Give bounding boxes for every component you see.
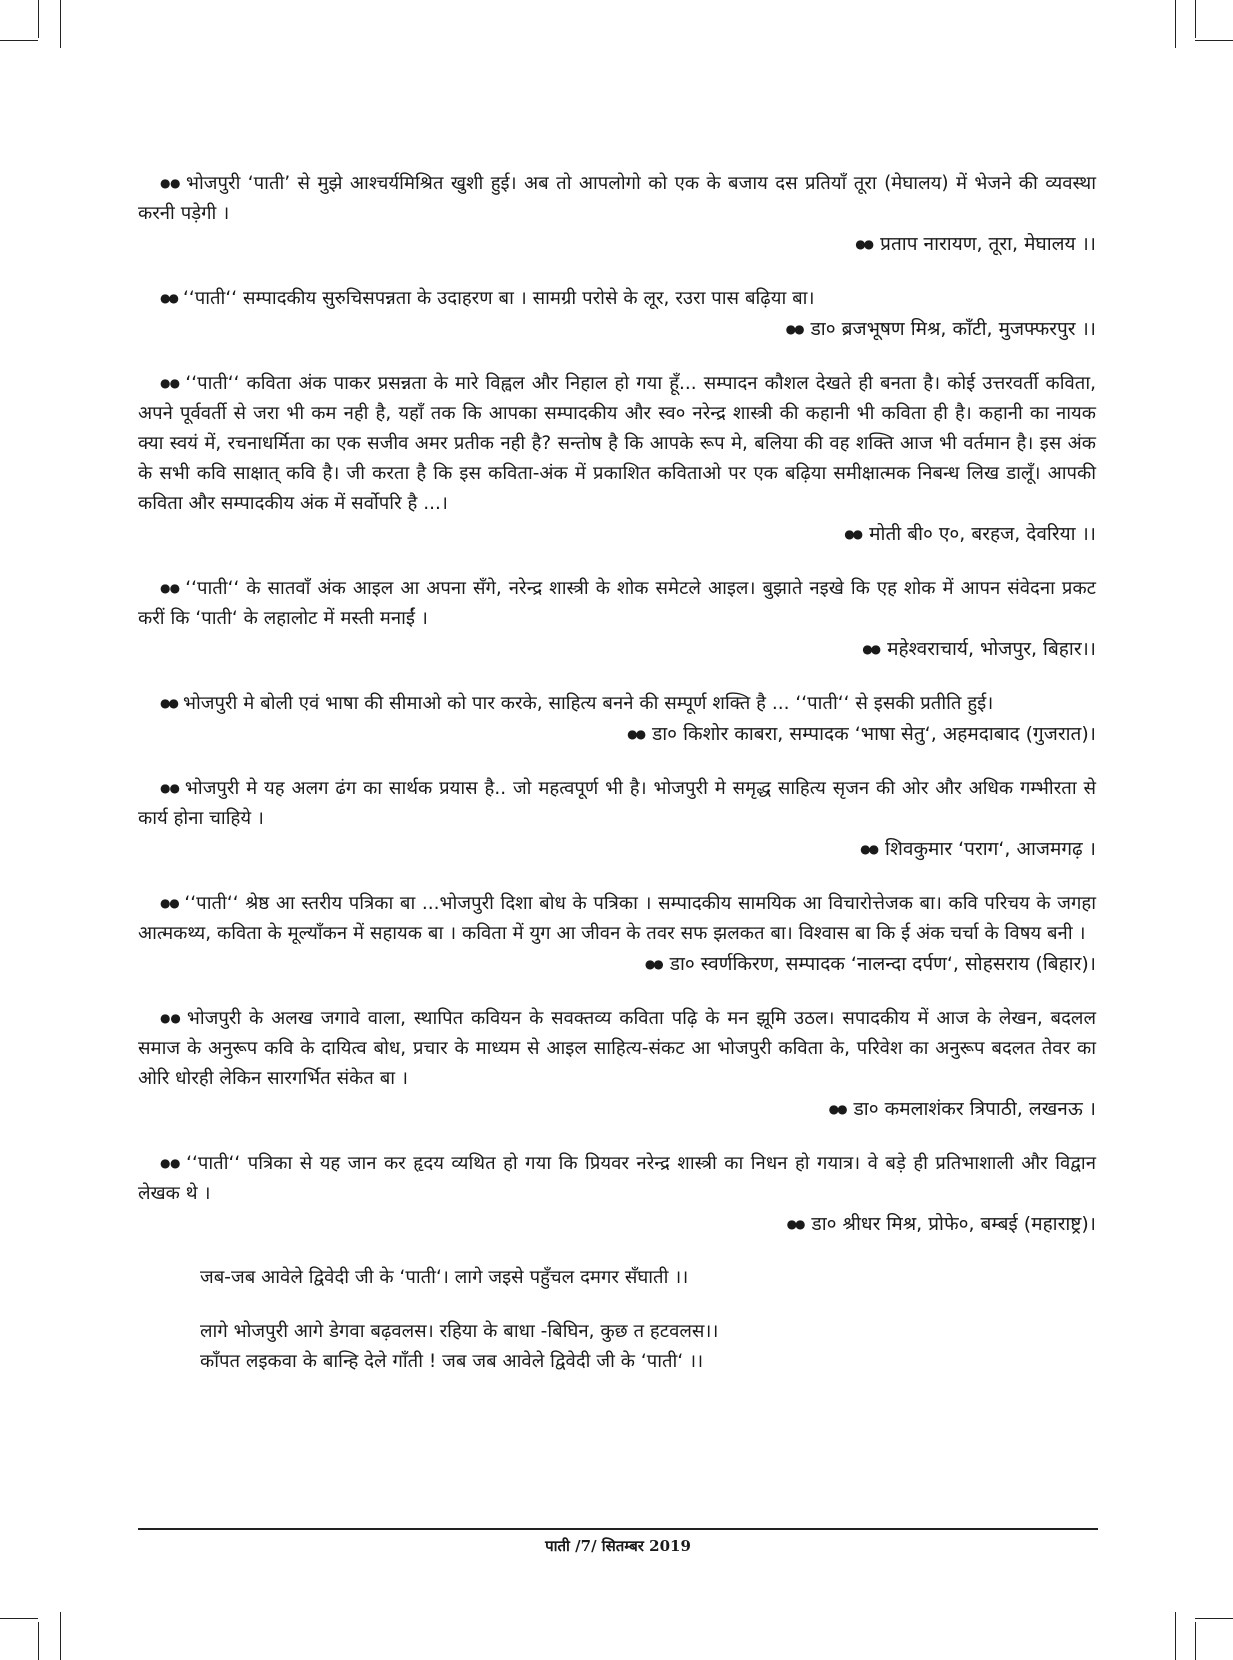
letter-text: ‘‘पाती‘‘ सम्पादकीय सुरुचिसपन्नता के उदाहरण बा । सामग्री परोसे के लूर, रउरा पास बढ़िया बा। [182,288,815,309]
letter [138,688,1096,749]
letter [138,1003,1096,1124]
bullet-icon: ●● [160,176,180,190]
bullet-icon: ●● [160,581,180,595]
crop-mark-bottom-right-h [1195,1618,1233,1619]
letter-text: ‘‘पाती‘‘ कविता अंक पाकर प्रसन्नता के मारे विह्वल और निहाल हो गया हूँ... सम्पादन कौशल देखते ही बनता है। कोई उत्तरवर्ती कविता, अपने पूर्ववर्ती से जरा भी कम नही है, यहाँ तक कि आपका सम्पादकीय और स्व० नरेन्द्र शास्त्री की कहानी भी कविता ही है। कहानी का नायक क्या स्वयं में, रचनाधर्मिता का एक सजीव अमर प्रतीक नही है? सन्तोष है कि आपके रूप मे, बलिया की वह शक्ति आज भी वर्तमान है। इस अंक के सभी कवि साक्षात् कवि है। जी करता है कि इस कविता-अंक में प्रकाशित कविताओ पर एक बढ़िया समीक्षात्मक निबन्ध लिख डालूँ। आपकी कविता और सम्पादकीय अंक में सर्वोपरि है ...। [138,373,1096,514]
letter-signature: शिवकुमार ‘पराग‘, आजमगढ़ । [885,838,1096,860]
bullet-icon: ●● [855,237,873,251]
letter-text: भोजपुरी मे बोली एवं भाषा की सीमाओ को पार करके, साहित्य बनने की सम्पूर्ण शक्ति है ... ‘‘पाती‘‘ से इसकी प्रतीति हुई। [182,693,994,714]
page-footer: पाती /7/ सितम्बर 2019 [545,1537,691,1555]
crop-mark-top-right-h [1195,40,1233,41]
bullet-icon: ●● [786,1217,804,1231]
bullet-icon: ●● [627,727,645,741]
letter-signature: महेश्वराचार्य, भोजपुर, बिहार।। [887,638,1096,660]
bullet-icon: ●● [862,642,880,656]
bullet-icon: ●● [160,1156,181,1170]
letter [138,168,1096,259]
crop-mark-top-left-h [0,40,38,41]
bullet-icon: ●● [160,376,180,390]
crop-mark-bottom-left-v [38,1622,39,1660]
letter-text: ‘‘पाती‘‘ के सातवाँ अंक आइल आ अपना सँगे, नरेन्द्र शास्त्री के शोक समेटले आइल। बुझाते नइखे कि एह शोक में आपन संवेदना प्रकट करीं कि ‘पाती‘ के लहालोट में मस्ती मनाईं । [138,578,1096,629]
letter-text: भोजपुरी मे यह अलग ढंग का सार्थक प्रयास है.. जो महत्वपूर्ण भी है। भोजपुरी मे समृद्ध साहित्य सृजन की ओर और अधिक गम्भीरता से कार्य होना चाहिये । [138,778,1096,829]
bullet-icon: ●● [160,696,177,710]
bullet-icon: ●● [860,842,878,856]
letters-column [138,168,1096,1377]
crop-mark-top-right-v [1175,0,1176,48]
letter [138,888,1096,979]
letter-signature: मोती बी० ए०, बरहज, देवरिया ।। [869,523,1096,545]
letter [138,573,1096,664]
footer-rule [138,1528,1098,1530]
poem-line: लागे भोजपुरी आगे डेगवा बढ़वलस। रहिया के बाधा -बिघिन, कुछ त हटवलस।। [200,1321,719,1342]
crop-mark-bottom-right-v [1175,1612,1176,1660]
letter-signature: डा० किशोर काबरा, सम्पादक ‘भाषा सेतु‘, अहमदाबाद (गुजरात)। [652,723,1096,745]
letter [138,368,1096,549]
bullet-icon: ●● [785,322,803,336]
poem-line: जब-जब आवेले द्विवेदी जी के ‘पाती‘। लागे जइसे पहुँचल दमगर सँघाती ।। [200,1267,689,1288]
letter-signature: डा० श्रीधर मिश्र, प्रोफे०, बम्बई (महाराष्ट्र)। [811,1213,1096,1235]
poem-line: काँपत लइकवा के बान्हि देले गाँती ! जब जब आवेले द्विवेदी जी के ‘पाती‘ ।। [200,1351,704,1372]
letter [138,773,1096,864]
bullet-icon: ●● [828,1102,846,1116]
bullet-icon: ●● [160,291,177,305]
letter-text: भोजपुरी ‘पाती’ से मुझे आश्चर्यमिश्रित खुशी हुई। अब तो आपलोगो को एक के बजाय दस प्रतियाँ तूरा (मेघालय) में भेजने की व्यवस्था करनी पड़ेगी । [138,173,1096,224]
crop-mark-top-left-v2 [60,0,61,48]
letter [138,283,1096,344]
letter-signature: डा० ब्रजभूषण मिश्र, काँटी, मुजफ्फरपुर ।। [810,318,1096,340]
poem [138,1263,1096,1377]
crop-mark-bottom-left-v2 [60,1612,61,1660]
crop-mark-bottom-right-v2 [1195,1622,1196,1660]
letter-text: ‘‘पाती‘‘ श्रेष्ठ आ स्तरीय पत्रिका बा ...भोजपुरी दिशा बोध के पत्रिका । सम्पादकीय सामयिक आ विचारोत्तेजक बा। कवि परिचय के जगहा आत्मकथ्य, कविता के मूल्याँकन में सहायक बा । कविता में युग आ जीवन के तवर सफ झलकत बा। विश्वास बा कि ई अंक चर्चा के विषय बनी । [138,893,1096,944]
bullet-icon: ●● [160,896,179,910]
letter [138,1148,1096,1239]
bullet-icon: ●● [844,527,862,541]
crop-mark-bottom-left-h [0,1618,38,1619]
stanza-gap [200,1293,1096,1317]
bullet-icon: ●● [160,1011,181,1025]
crop-mark-top-right-v2 [1195,0,1196,38]
letter-signature: डा० स्वर्णकिरण, सम्पादक ‘नालन्दा दर्पण‘, सोहसराय (बिहार)। [669,953,1096,975]
bullet-icon: ●● [160,781,179,795]
crop-mark-top-left-v [38,0,39,38]
bullet-icon: ●● [644,957,662,971]
letter-text: भोजपुरी के अलख जगावे वाला, स्थापित कवियन के सवक्तव्य कविता पढ़ि के मन झूमि उठल। सपादकीय में आज के लेखन, बदलल समाज के अनुरूप कवि के दायित्व बोध, प्रचार के माध्यम से आइल साहित्य-संकट आ भोजपुरी कविता के, परिवेश का अनुरूप बदलत तेवर का ओरि धोरही लेकिन सारगर्भित संकेत बा । [138,1008,1096,1089]
letter-signature: प्रताप नारायण, तूरा, मेघालय ।। [880,233,1096,255]
letter-signature: डा० कमलाशंकर त्रिपाठी, लखनऊ । [853,1098,1096,1120]
letter-text: ‘‘पाती‘‘ पत्रिका से यह जान कर हृदय व्यथित हो गया कि प्रियवर नरेन्द्र शास्त्री का निधन हो गयात्र। वे बड़े ही प्रतिभाशाली और विद्वान लेखक थे । [138,1153,1096,1204]
